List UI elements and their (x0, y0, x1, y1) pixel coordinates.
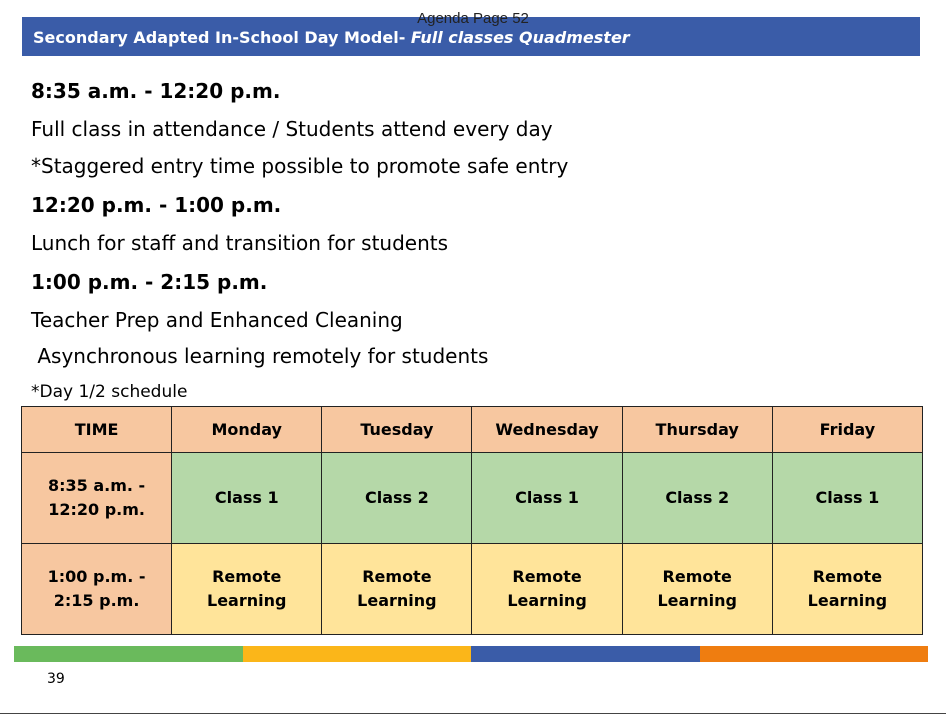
time-line: 1:00 p.m. - (47, 567, 146, 587)
cell-text: Learning (507, 591, 587, 611)
time-line: 8:35 a.m. - (47, 476, 146, 496)
body-line-attendance: Full class in attendance / Students attend every day (31, 117, 553, 141)
stripe-blue (471, 646, 700, 662)
header-wednesday: Wednesday (472, 407, 622, 453)
title-main: Secondary Adapted In-School Day Model- (33, 28, 406, 47)
remote-cell (622, 544, 772, 635)
time-heading-lunch: 12:20 p.m. - 1:00 p.m. (31, 193, 282, 217)
cell-text: Class 2 (365, 488, 429, 508)
body-line-teacher-prep: Teacher Prep and Enhanced Cleaning (31, 308, 403, 332)
cell-text: Learning (657, 591, 737, 611)
remote-cell (172, 544, 322, 635)
table-row (22, 453, 923, 544)
time-line: 2:15 p.m. (53, 591, 140, 611)
page-number: 39 (47, 671, 65, 687)
remote-cell (472, 544, 622, 635)
body-line-staggered-entry: *Staggered entry time possible to promote safe entry (31, 154, 569, 178)
page-title (33, 28, 630, 47)
header-friday: Friday (772, 407, 922, 453)
stripe-green (14, 646, 243, 662)
class-cell (622, 453, 772, 544)
body-line-lunch: Lunch for staff and transition for students (31, 231, 449, 255)
class-cell (472, 453, 622, 544)
cell-text: Class 1 (214, 488, 279, 508)
schedule-note: *Day 1/2 schedule (31, 382, 188, 402)
cell-text: Remote (812, 567, 883, 587)
cell-text: Learning (207, 591, 287, 611)
color-stripe-bar (14, 646, 928, 662)
body-line-async-learning: Asynchronous learning remotely for students (31, 344, 489, 368)
cell-text: Remote (662, 567, 732, 587)
time-line: 12:20 p.m. (48, 500, 145, 520)
class-cell (322, 453, 472, 544)
stripe-orange (700, 646, 929, 662)
title-italic: Full classes Quadmester (410, 28, 630, 47)
time-heading-morning: 8:35 a.m. - 12:20 p.m. (31, 79, 281, 103)
cell-text: Class 1 (515, 488, 579, 508)
header-time: TIME (22, 407, 172, 453)
schedule-table (21, 406, 923, 635)
stripe-yellow (243, 646, 472, 662)
cell-text: Learning (357, 591, 437, 611)
agenda-page-label: Agenda Page 52 (417, 10, 529, 27)
class-cell (172, 453, 322, 544)
time-cell (22, 544, 172, 635)
time-cell (22, 453, 172, 544)
time-heading-afternoon: 1:00 p.m. - 2:15 p.m. (31, 270, 268, 294)
cell-text: Class 1 (815, 488, 880, 508)
cell-text: Remote (512, 567, 582, 587)
cell-text: Remote (212, 567, 282, 587)
table-row (22, 544, 923, 635)
remote-cell (322, 544, 472, 635)
table-header-row (22, 407, 923, 453)
cell-text: Class 2 (665, 488, 730, 508)
header-monday: Monday (172, 407, 322, 453)
header-tuesday: Tuesday (322, 407, 472, 453)
class-cell (772, 453, 922, 544)
remote-cell (772, 544, 922, 635)
cell-text: Learning (807, 591, 888, 611)
cell-text: Remote (362, 567, 432, 587)
header-thursday: Thursday (622, 407, 772, 453)
